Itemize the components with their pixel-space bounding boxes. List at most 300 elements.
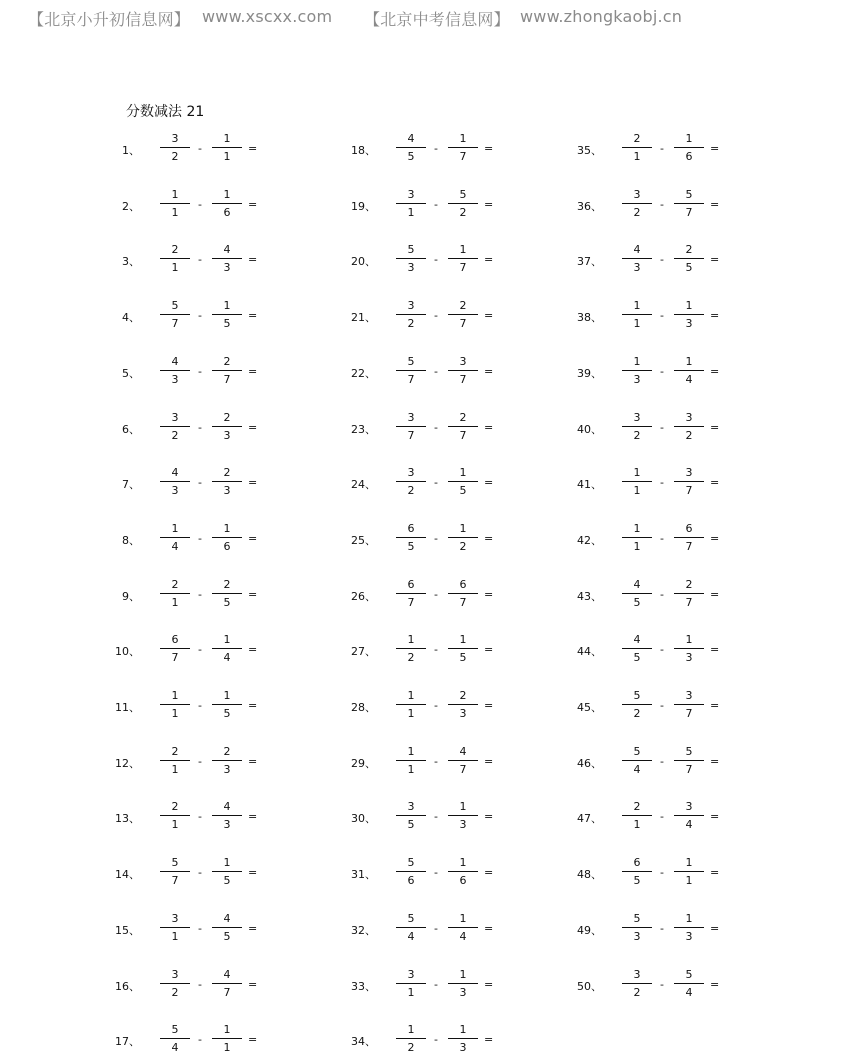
minuend-fraction-numerator: 2 <box>633 132 641 145</box>
subtrahend-fraction-denominator: 4 <box>685 818 693 832</box>
minuend-fraction-denominator: 5 <box>633 595 641 609</box>
problem-number: 23、 <box>351 422 376 436</box>
equals-sign: = <box>484 866 494 880</box>
problem-item <box>577 743 722 783</box>
subtrahend-fraction-denominator: 7 <box>685 762 693 776</box>
minuend-fraction-numerator: 1 <box>407 1023 415 1037</box>
minus-sign: - <box>660 364 664 378</box>
problem-number: 34、 <box>351 1035 376 1049</box>
minuend-fraction-bar <box>622 258 652 259</box>
problem-item <box>120 576 260 616</box>
problem-item <box>351 743 496 783</box>
problem-number: 10、 <box>115 645 140 659</box>
equals-sign: = <box>710 420 720 434</box>
minuend-fraction-numerator: 3 <box>407 187 415 201</box>
problem-item <box>577 130 722 170</box>
subtrahend-fraction-numerator: 2 <box>223 577 231 591</box>
subtrahend-fraction-numerator: 5 <box>459 187 467 201</box>
problem-number: 36、 <box>577 199 602 213</box>
subtrahend-fraction-numerator: 4 <box>223 243 231 257</box>
problem-item <box>115 910 260 950</box>
minus-sign: - <box>434 699 438 712</box>
problem-number: 19、 <box>351 199 376 213</box>
subtrahend-fraction-bar <box>212 426 242 427</box>
subtrahend-fraction-bar <box>674 147 704 148</box>
minuend-fraction-bar <box>622 314 652 315</box>
equals-sign: = <box>710 309 720 323</box>
minuend-fraction-bar <box>396 314 426 315</box>
equals-sign: = <box>710 476 720 490</box>
subtrahend-fraction-bar <box>448 1038 478 1039</box>
subtrahend-fraction-bar <box>674 760 704 761</box>
minus-sign: - <box>198 587 202 601</box>
subtrahend-fraction-numerator: 5 <box>685 187 693 201</box>
problem-number: 21、 <box>351 311 376 325</box>
minuend-fraction-numerator: 2 <box>171 577 179 591</box>
minuend-fraction-denominator: 1 <box>171 707 179 720</box>
minuend-fraction-numerator: 6 <box>407 577 415 591</box>
subtrahend-fraction-numerator: 1 <box>223 1023 231 1037</box>
subtrahend-fraction-numerator: 2 <box>685 577 693 591</box>
minuend-fraction-bar <box>160 815 190 816</box>
minuend-fraction-bar <box>160 258 190 259</box>
subtrahend-fraction-numerator: 1 <box>685 354 693 368</box>
minuend-fraction-numerator: 6 <box>407 521 415 535</box>
equals-sign: = <box>248 364 258 378</box>
problem-item <box>115 1021 260 1061</box>
subtrahend-fraction-bar <box>448 871 478 872</box>
problem-number: 41、 <box>577 478 602 492</box>
subtrahend-fraction-bar <box>212 648 242 649</box>
minuend-fraction-numerator: 1 <box>633 466 641 480</box>
minuend-fraction-denominator: 1 <box>407 707 415 720</box>
equals-sign: = <box>484 754 494 768</box>
minuend-fraction-bar <box>160 537 190 538</box>
problem-number: 16、 <box>115 979 140 993</box>
subtrahend-fraction-numerator: 1 <box>459 633 467 647</box>
problem-number: 38、 <box>577 311 602 325</box>
subtrahend-fraction-denominator: 7 <box>459 317 467 331</box>
worksheet-title: 分数减法 21 <box>126 104 205 120</box>
subtrahend-fraction-numerator: 3 <box>685 800 693 814</box>
equals-sign: = <box>484 364 494 378</box>
equals-sign: = <box>248 476 258 490</box>
subtrahend-fraction-denominator: 7 <box>459 372 467 386</box>
problem-item <box>120 353 260 393</box>
minuend-fraction-bar <box>160 593 190 594</box>
problem-item <box>577 631 722 671</box>
subtrahend-fraction-numerator: 6 <box>459 577 467 591</box>
equals-sign: = <box>484 587 494 601</box>
subtrahend-fraction-numerator: 4 <box>459 744 467 758</box>
equals-sign: = <box>248 866 258 880</box>
problem-number: 44、 <box>577 645 602 659</box>
minuend-fraction-numerator: 5 <box>407 354 415 368</box>
equals-sign: = <box>248 309 258 323</box>
minuend-fraction-denominator: 5 <box>407 539 415 553</box>
subtrahend-fraction-numerator: 3 <box>685 466 693 480</box>
equals-sign: = <box>248 921 258 935</box>
equals-sign: = <box>710 866 720 880</box>
problem-number: 26、 <box>351 589 376 603</box>
subtrahend-fraction-denominator: 7 <box>223 372 231 386</box>
problem-number: 6、 <box>122 422 140 436</box>
minuend-fraction-bar <box>160 704 190 705</box>
equals-sign: = <box>710 531 720 545</box>
minuend-fraction-bar <box>160 370 190 371</box>
minuend-fraction-numerator: 5 <box>171 299 179 313</box>
subtrahend-fraction-numerator: 1 <box>459 466 467 480</box>
subtrahend-fraction-numerator: 1 <box>223 633 231 647</box>
minuend-fraction-denominator: 1 <box>171 595 179 609</box>
minuend-fraction-bar <box>396 203 426 204</box>
subtrahend-fraction-bar <box>674 871 704 872</box>
subtrahend-fraction-bar <box>448 537 478 538</box>
problem-number: 25、 <box>351 533 376 547</box>
equals-sign: = <box>710 921 720 935</box>
minus-sign: - <box>660 309 664 323</box>
subtrahend-fraction-numerator: 1 <box>223 856 231 870</box>
equals-sign: = <box>248 253 258 267</box>
subtrahend-fraction-bar <box>674 203 704 204</box>
minuend-fraction-denominator: 1 <box>407 205 415 219</box>
problem-item <box>351 130 496 170</box>
problem-item <box>577 798 722 838</box>
equals-sign: = <box>248 587 258 601</box>
subtrahend-fraction-bar <box>674 426 704 427</box>
problem-item <box>577 576 722 616</box>
subtrahend-fraction-denominator: 5 <box>223 595 231 609</box>
subtrahend-fraction-numerator: 1 <box>459 856 467 870</box>
minuend-fraction-bar <box>396 704 426 705</box>
problem-number: 42、 <box>577 533 602 547</box>
minuend-fraction-bar <box>622 927 652 928</box>
equals-sign: = <box>248 754 258 768</box>
subtrahend-fraction-numerator: 4 <box>223 967 231 981</box>
subtrahend-fraction-bar <box>448 203 478 204</box>
subtrahend-fraction-bar <box>212 815 242 816</box>
minus-sign: - <box>198 977 202 991</box>
minus-sign: - <box>198 197 202 211</box>
site-name-xiaoshengchu: 【北京小升初信息网】 <box>28 10 191 29</box>
minuend-fraction-denominator: 2 <box>171 150 179 163</box>
minuend-fraction-denominator: 7 <box>171 317 179 331</box>
problem-number: 48、 <box>577 868 602 882</box>
site-url-zhongkaobj[interactable]: www.zhongkaobj.cn <box>520 7 683 26</box>
equals-sign: = <box>710 810 720 824</box>
minuend-fraction-denominator: 3 <box>633 261 641 275</box>
subtrahend-fraction-bar <box>448 593 478 594</box>
subtrahend-fraction-denominator: 1 <box>223 150 231 163</box>
minus-sign: - <box>434 866 438 880</box>
equals-sign: = <box>248 531 258 545</box>
subtrahend-fraction-denominator: 4 <box>685 372 693 386</box>
minuend-fraction-bar <box>396 983 426 984</box>
problem-item <box>351 631 496 671</box>
minuend-fraction-numerator: 3 <box>633 967 641 981</box>
problem-number: 40、 <box>577 422 602 436</box>
problem-item <box>351 241 496 281</box>
problem-number: 13、 <box>115 812 140 826</box>
subtrahend-fraction-numerator: 3 <box>685 689 693 702</box>
problem-item <box>577 297 722 337</box>
equals-sign: = <box>710 364 720 378</box>
subtrahend-fraction-numerator: 1 <box>685 132 693 145</box>
subtrahend-fraction-numerator: 1 <box>459 911 467 925</box>
problem-item <box>115 854 260 894</box>
minuend-fraction-bar <box>622 147 652 148</box>
minuend-fraction-denominator: 2 <box>633 205 641 219</box>
subtrahend-fraction-bar <box>212 537 242 538</box>
problem-number: 22、 <box>351 366 376 380</box>
minuend-fraction-numerator: 4 <box>633 633 641 647</box>
problem-number: 15、 <box>115 923 140 937</box>
subtrahend-fraction-bar <box>448 648 478 649</box>
minuend-fraction-denominator: 5 <box>633 874 641 888</box>
minuend-fraction-denominator: 5 <box>633 651 641 665</box>
subtrahend-fraction-denominator: 2 <box>459 539 467 553</box>
problem-item <box>577 353 722 393</box>
minus-sign: - <box>660 921 664 935</box>
subtrahend-fraction-bar <box>674 481 704 482</box>
subtrahend-fraction-numerator: 1 <box>223 132 231 145</box>
subtrahend-fraction-denominator: 3 <box>223 818 231 832</box>
subtrahend-fraction-bar <box>212 370 242 371</box>
subtrahend-fraction-numerator: 2 <box>223 466 231 480</box>
problem-item <box>351 353 496 393</box>
problem-item <box>577 910 722 950</box>
subtrahend-fraction-denominator: 3 <box>223 762 231 776</box>
minuend-fraction-numerator: 1 <box>407 689 415 702</box>
problem-item <box>351 798 496 838</box>
subtrahend-fraction-bar <box>212 481 242 482</box>
equals-sign: = <box>484 699 494 712</box>
minuend-fraction-denominator: 7 <box>171 874 179 888</box>
subtrahend-fraction-numerator: 6 <box>685 521 693 535</box>
subtrahend-fraction-numerator: 1 <box>459 521 467 535</box>
minus-sign: - <box>434 420 438 434</box>
minuend-fraction-numerator: 3 <box>407 466 415 480</box>
minuend-fraction-bar <box>396 760 426 761</box>
minuend-fraction-numerator: 5 <box>407 911 415 925</box>
problem-item <box>351 186 496 226</box>
problem-number: 49、 <box>577 923 602 937</box>
subtrahend-fraction-denominator: 7 <box>459 150 467 163</box>
subtrahend-fraction-numerator: 2 <box>223 744 231 758</box>
subtrahend-fraction-numerator: 2 <box>223 410 231 424</box>
problem-number: 7、 <box>122 478 140 492</box>
minus-sign: - <box>198 699 202 712</box>
minuend-fraction-bar <box>160 314 190 315</box>
subtrahend-fraction-bar <box>448 927 478 928</box>
subtrahend-fraction-bar <box>212 704 242 705</box>
subtrahend-fraction-denominator: 1 <box>685 874 693 888</box>
minuend-fraction-bar <box>396 481 426 482</box>
minuend-fraction-denominator: 2 <box>407 484 415 498</box>
minuend-fraction-numerator: 1 <box>633 521 641 535</box>
subtrahend-fraction-numerator: 1 <box>459 800 467 814</box>
minuend-fraction-bar <box>160 481 190 482</box>
minus-sign: - <box>198 420 202 434</box>
minuend-fraction-denominator: 2 <box>407 651 415 665</box>
subtrahend-fraction-numerator: 2 <box>459 410 467 424</box>
problem-item <box>351 910 496 950</box>
problem-number: 33、 <box>351 979 376 993</box>
subtrahend-fraction-denominator: 3 <box>685 317 693 331</box>
subtrahend-fraction-bar <box>448 258 478 259</box>
minuend-fraction-bar <box>160 760 190 761</box>
subtrahend-fraction-denominator: 4 <box>685 985 693 999</box>
problem-number: 8、 <box>122 533 140 547</box>
minuend-fraction-denominator: 4 <box>633 762 641 776</box>
problem-number: 1、 <box>122 144 140 157</box>
problem-number: 11、 <box>115 701 140 714</box>
minuend-fraction-bar <box>622 815 652 816</box>
minuend-fraction-denominator: 1 <box>171 762 179 776</box>
subtrahend-fraction-denominator: 3 <box>459 1041 467 1055</box>
subtrahend-fraction-denominator: 3 <box>685 651 693 665</box>
subtrahend-fraction-bar <box>448 815 478 816</box>
minuend-fraction-denominator: 2 <box>407 1041 415 1055</box>
minuend-fraction-numerator: 4 <box>407 132 415 145</box>
subtrahend-fraction-denominator: 3 <box>459 985 467 999</box>
equals-sign: = <box>248 142 258 155</box>
minus-sign: - <box>660 866 664 880</box>
equals-sign: = <box>248 420 258 434</box>
problem-item <box>577 854 722 894</box>
subtrahend-fraction-numerator: 1 <box>459 1023 467 1037</box>
subtrahend-fraction-bar <box>212 593 242 594</box>
subtrahend-fraction-numerator: 1 <box>223 521 231 535</box>
problem-item <box>120 130 260 170</box>
minus-sign: - <box>660 142 664 155</box>
subtrahend-fraction-numerator: 1 <box>685 911 693 925</box>
site-name-zhongkao: 【北京中考信息网】 <box>364 10 510 29</box>
problem-number: 18、 <box>351 144 376 157</box>
minuend-fraction-numerator: 2 <box>633 800 641 814</box>
subtrahend-fraction-numerator: 1 <box>685 633 693 647</box>
subtrahend-fraction-numerator: 1 <box>459 132 467 145</box>
minus-sign: - <box>434 531 438 545</box>
problem-item <box>351 464 496 504</box>
minuend-fraction-bar <box>160 426 190 427</box>
subtrahend-fraction-bar <box>674 704 704 705</box>
minuend-fraction-bar <box>622 593 652 594</box>
minuend-fraction-numerator: 1 <box>171 187 179 201</box>
minuend-fraction-numerator: 3 <box>407 967 415 981</box>
minuend-fraction-numerator: 5 <box>633 689 641 702</box>
equals-sign: = <box>484 977 494 991</box>
subtrahend-fraction-numerator: 1 <box>685 299 693 313</box>
minuend-fraction-denominator: 1 <box>407 762 415 776</box>
problem-number: 35、 <box>577 144 602 157</box>
problem-item <box>351 409 496 449</box>
subtrahend-fraction-bar <box>674 370 704 371</box>
minuend-fraction-denominator: 3 <box>633 372 641 386</box>
minus-sign: - <box>434 197 438 211</box>
subtrahend-fraction-denominator: 7 <box>685 484 693 498</box>
problem-number: 5、 <box>122 366 140 380</box>
minus-sign: - <box>660 754 664 768</box>
subtrahend-fraction-denominator: 7 <box>685 539 693 553</box>
minuend-fraction-numerator: 4 <box>171 466 179 480</box>
subtrahend-fraction-denominator: 3 <box>685 929 693 943</box>
site-url-xscxx[interactable]: www.xscxx.com <box>202 7 333 26</box>
problem-number: 45、 <box>577 701 602 714</box>
subtrahend-fraction-denominator: 2 <box>685 428 693 442</box>
minuend-fraction-denominator: 1 <box>171 818 179 832</box>
minuend-fraction-bar <box>160 927 190 928</box>
minuend-fraction-bar <box>396 147 426 148</box>
subtrahend-fraction-bar <box>674 258 704 259</box>
subtrahend-fraction-denominator: 6 <box>223 205 231 219</box>
minuend-fraction-denominator: 1 <box>171 205 179 219</box>
subtrahend-fraction-bar <box>448 704 478 705</box>
minuend-fraction-bar <box>160 648 190 649</box>
minuend-fraction-numerator: 3 <box>171 132 179 145</box>
subtrahend-fraction-denominator: 7 <box>459 762 467 776</box>
minus-sign: - <box>198 253 202 267</box>
minuend-fraction-numerator: 3 <box>407 299 415 313</box>
minuend-fraction-bar <box>622 537 652 538</box>
minus-sign: - <box>434 1033 438 1047</box>
subtrahend-fraction-denominator: 5 <box>459 651 467 665</box>
problem-item <box>577 520 722 560</box>
subtrahend-fraction-denominator: 7 <box>223 985 231 999</box>
problem-item <box>120 464 260 504</box>
minuend-fraction-bar <box>622 648 652 649</box>
subtrahend-fraction-bar <box>674 593 704 594</box>
subtrahend-fraction-bar <box>674 927 704 928</box>
minus-sign: - <box>434 309 438 323</box>
minus-sign: - <box>198 1033 202 1047</box>
subtrahend-fraction-bar <box>212 760 242 761</box>
subtrahend-fraction-bar <box>212 258 242 259</box>
equals-sign: = <box>248 699 258 712</box>
subtrahend-fraction-numerator: 2 <box>223 354 231 368</box>
problem-number: 3、 <box>122 255 140 269</box>
subtrahend-fraction-denominator: 7 <box>459 595 467 609</box>
problem-item <box>120 297 260 337</box>
minuend-fraction-numerator: 2 <box>171 243 179 257</box>
minuend-fraction-numerator: 4 <box>633 577 641 591</box>
minus-sign: - <box>198 531 202 545</box>
problem-number: 29、 <box>351 756 376 770</box>
equals-sign: = <box>710 587 720 601</box>
minus-sign: - <box>434 977 438 991</box>
equals-sign: = <box>484 197 494 211</box>
minus-sign: - <box>198 643 202 657</box>
problem-number: 17、 <box>115 1035 140 1049</box>
minuend-fraction-numerator: 5 <box>407 243 415 257</box>
equals-sign: = <box>248 810 258 824</box>
subtrahend-fraction-numerator: 3 <box>685 410 693 424</box>
subtrahend-fraction-bar <box>212 871 242 872</box>
minus-sign: - <box>660 810 664 824</box>
subtrahend-fraction-numerator: 5 <box>685 967 693 981</box>
subtrahend-fraction-numerator: 1 <box>685 856 693 870</box>
minus-sign: - <box>434 142 438 155</box>
equals-sign: = <box>248 643 258 657</box>
problem-item <box>577 687 722 727</box>
subtrahend-fraction-denominator: 5 <box>459 484 467 498</box>
subtrahend-fraction-bar <box>448 147 478 148</box>
subtrahend-fraction-bar <box>212 203 242 204</box>
equals-sign: = <box>710 977 720 991</box>
problem-item <box>115 631 260 671</box>
minus-sign: - <box>434 921 438 935</box>
minuend-fraction-numerator: 1 <box>407 744 415 758</box>
